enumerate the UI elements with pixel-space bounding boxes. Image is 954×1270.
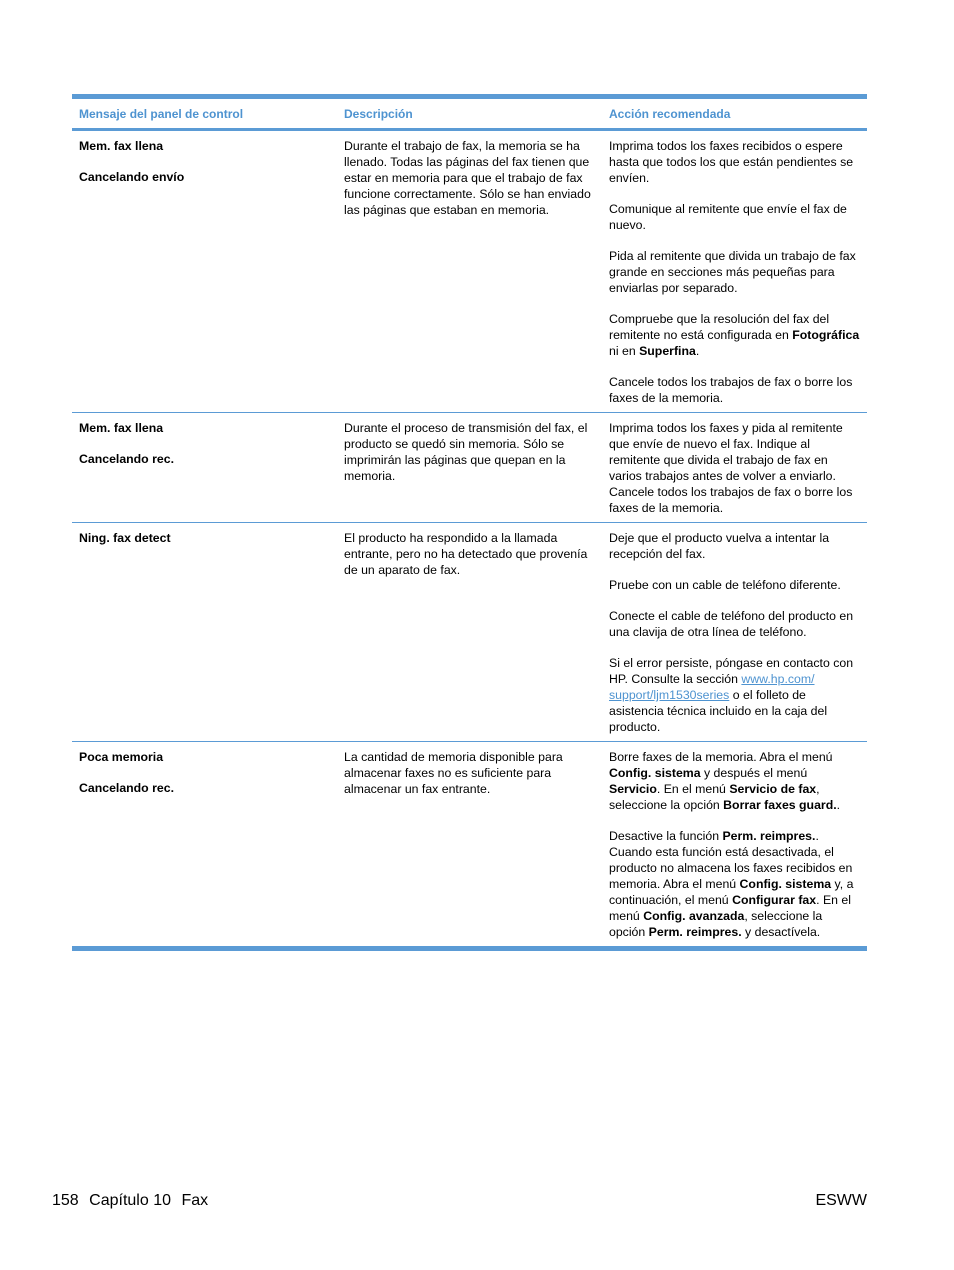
message-text: Ning. fax detect (79, 531, 171, 545)
action-text: Desactive la función Perm. reimpres.. Cuando esta función está desactivada, el producto no almacena los faxes recibidos en memoria. Abra el menú Config. sistema y, a continuación, el menú Configurar fax. En el menú Config. avanzada, seleccione la opción Perm. reimpres. y desactívela. (609, 829, 854, 939)
table-row (72, 742, 867, 946)
chapter-label: Capítulo 10 (89, 1192, 171, 1209)
table-header-row (72, 99, 867, 131)
setting-name: Superfina (639, 344, 696, 358)
message-text: Cancelando envío (79, 170, 185, 184)
description-text: El producto ha respondido a la llamada entrante, pero no ha detectado que provenía de un aparato de fax. (344, 531, 588, 577)
message-text: Poca memoria (79, 750, 164, 764)
message-text: Mem. fax llena (79, 139, 164, 153)
description-text: Durante el trabajo de fax, la memoria se ha llenado. Todas las páginas del fax tienen que estar en memoria para que el trabajo de fax funcione correctamente. Sólo se han enviado las páginas que estaban en memoria. (344, 139, 591, 217)
error-message-table (72, 94, 867, 951)
action-text: Imprima todos los faxes recibidos o espere hasta que todos los que están pendientes se envíen. (609, 139, 854, 185)
footer-locale: ESWW (815, 1192, 867, 1209)
page-footer (52, 1192, 214, 1210)
message-text: Cancelando rec. (79, 452, 174, 466)
action-text: Pruebe con un cable de teléfono diferente. (609, 578, 841, 592)
message-text: Mem. fax llena (79, 421, 164, 435)
section-label: Fax (181, 1192, 209, 1209)
page-number: 158 (52, 1192, 79, 1209)
action-text: Imprima todos los faxes y pida al remitente que envíe de nuevo el fax. Indique al remitente que divida el trabajo de fax en varios trabajos antes de volver a enviarlo. Cancele todos los trabajos de fax o borre los faxes de la memoria. (609, 421, 853, 515)
action-text: Si el error persiste, póngase en contacto con HP. Consulte la sección www.hp.com/ support/ljm1530series o el folleto de asistencia técnica incluido en la caja del producto. (609, 656, 854, 734)
support-link[interactable]: www.hp.com/ support/ljm1530series (609, 672, 815, 702)
action-text: Compruebe que la resolución del fax del remitente no está configurada en Fotográfica ni en Superfina. (609, 312, 860, 358)
action-text: Conecte el cable de teléfono del producto en una clavija de otra línea de teléfono. (609, 609, 854, 639)
action-text: Deje que el producto vuelva a intentar la recepción del fax. (609, 531, 830, 561)
table-row (72, 523, 867, 742)
action-text: Pida al remitente que divida un trabajo de fax grande en secciones más pequeñas para enviarlas por separado. (609, 249, 856, 295)
header-action: Acción recomendada (609, 106, 731, 121)
header-description: Descripción (344, 106, 413, 121)
table-row (72, 131, 867, 413)
action-text: Comunique al remitente que envíe el fax de nuevo. (609, 202, 847, 232)
header-message: Mensaje del panel de control (79, 106, 244, 121)
table-row (72, 413, 867, 523)
action-text: Borre faxes de la memoria. Abra el menú Config. sistema y después el menú Servicio. En el menú Servicio de fax, seleccione la opción Borrar faxes guard.. (609, 750, 841, 812)
action-text: Cancele todos los trabajos de fax o borre los faxes de la memoria. (609, 375, 853, 405)
description-text: La cantidad de memoria disponible para almacenar faxes no es suficiente para almacenar un fax entrante. (344, 750, 563, 796)
message-text: Cancelando rec. (79, 781, 174, 795)
setting-name: Fotográfica (792, 328, 860, 342)
description-text: Durante el proceso de transmisión del fax, el producto se quedó sin memoria. Sólo se imprimirán las páginas que quepan en la memoria. (344, 421, 588, 483)
